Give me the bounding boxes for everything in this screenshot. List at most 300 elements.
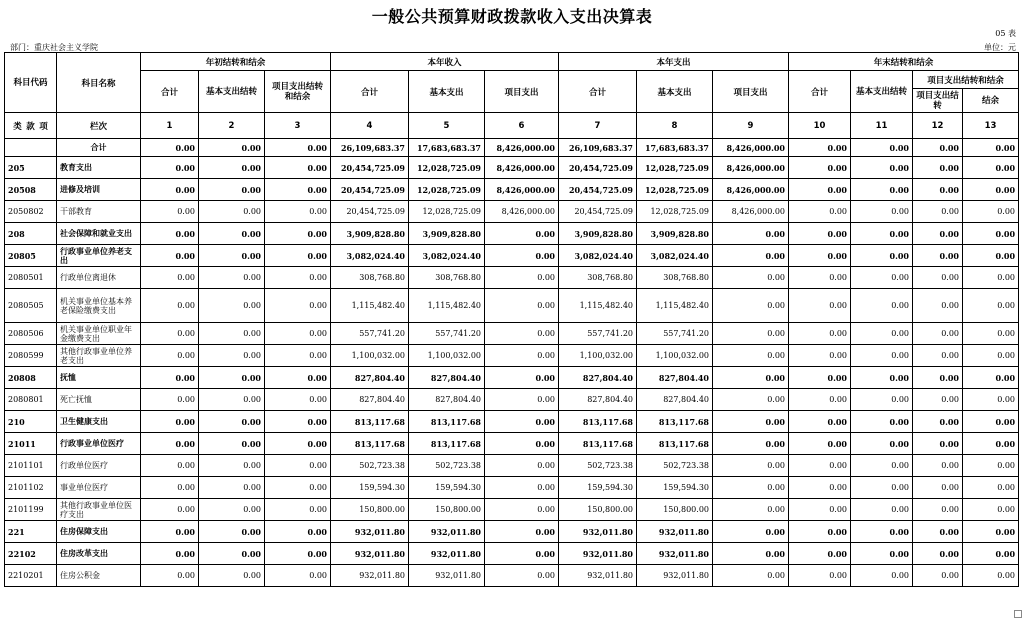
row-value-col-8: 557,741.20 bbox=[637, 323, 713, 345]
row-value-col-12: 0.00 bbox=[913, 433, 963, 455]
row-value-col-13: 0.00 bbox=[963, 245, 1019, 267]
row-value-col-8: 827,804.40 bbox=[637, 367, 713, 389]
row-code: 21011 bbox=[5, 433, 57, 455]
row-value-col-8: 932,011.80 bbox=[637, 521, 713, 543]
table-row bbox=[5, 345, 1019, 367]
row-value-col-5: 12,028,725.09 bbox=[409, 157, 485, 179]
row-name: 干部教育 bbox=[57, 201, 141, 223]
row-value-col-13: 0.00 bbox=[963, 499, 1019, 521]
row-value-col-13: 0.00 bbox=[963, 345, 1019, 367]
row-value-col-9: 0.00 bbox=[713, 499, 789, 521]
row-value-col-4: 827,804.40 bbox=[331, 389, 409, 411]
row-value-col-11: 0.00 bbox=[851, 543, 913, 565]
row-code: 221 bbox=[5, 521, 57, 543]
row-code: 2210201 bbox=[5, 565, 57, 587]
row-value-col-13: 0.00 bbox=[963, 477, 1019, 499]
budget-table bbox=[4, 52, 1019, 587]
row-code: 20508 bbox=[5, 179, 57, 201]
row-value-col-4: 557,741.20 bbox=[331, 323, 409, 345]
row-value-col-10: 0.00 bbox=[789, 543, 851, 565]
row-name: 住房公积金 bbox=[57, 565, 141, 587]
row-value-col-10: 0.00 bbox=[789, 139, 851, 157]
row-value-col-11: 0.00 bbox=[851, 367, 913, 389]
header-group-begin: 年初结转和结余 bbox=[141, 53, 331, 71]
table-row bbox=[5, 521, 1019, 543]
row-value-col-5: 557,741.20 bbox=[409, 323, 485, 345]
row-value-col-5: 502,723.38 bbox=[409, 455, 485, 477]
row-value-col-1: 0.00 bbox=[141, 367, 199, 389]
row-value-col-2: 0.00 bbox=[199, 179, 265, 201]
row-value-col-1: 0.00 bbox=[141, 157, 199, 179]
row-value-col-12: 0.00 bbox=[913, 565, 963, 587]
row-value-col-5: 3,909,828.80 bbox=[409, 223, 485, 245]
row-code: 2101199 bbox=[5, 499, 57, 521]
row-value-col-12: 0.00 bbox=[913, 323, 963, 345]
row-value-col-6: 0.00 bbox=[485, 345, 559, 367]
row-value-col-7: 159,594.30 bbox=[559, 477, 637, 499]
row-value-col-7: 308,768.80 bbox=[559, 267, 637, 289]
row-value-col-4: 932,011.80 bbox=[331, 565, 409, 587]
row-value-col-1: 0.00 bbox=[141, 455, 199, 477]
form-number: 05 表 bbox=[995, 29, 1016, 38]
row-value-col-11: 0.00 bbox=[851, 201, 913, 223]
row-value-col-3: 0.00 bbox=[265, 521, 331, 543]
seq-6: 6 bbox=[485, 113, 559, 139]
row-value-col-3: 0.00 bbox=[265, 411, 331, 433]
row-value-col-13: 0.00 bbox=[963, 433, 1019, 455]
row-name: 其他行政事业单位医疗支出 bbox=[57, 499, 141, 521]
row-value-col-6: 0.00 bbox=[485, 565, 559, 587]
row-value-col-9: 0.00 bbox=[713, 433, 789, 455]
row-value-col-6: 0.00 bbox=[485, 223, 559, 245]
row-value-col-7: 3,909,828.80 bbox=[559, 223, 637, 245]
row-value-col-2: 0.00 bbox=[199, 477, 265, 499]
table-row bbox=[5, 455, 1019, 477]
row-value-col-2: 0.00 bbox=[199, 433, 265, 455]
row-value-col-6: 0.00 bbox=[485, 367, 559, 389]
row-value-col-12: 0.00 bbox=[913, 223, 963, 245]
unit-label: 单位：元 bbox=[984, 43, 1016, 52]
row-code: 2080801 bbox=[5, 389, 57, 411]
row-value-col-6: 8,426,000.00 bbox=[485, 201, 559, 223]
table-row bbox=[5, 179, 1019, 201]
row-code: 2080501 bbox=[5, 267, 57, 289]
row-value-col-11: 0.00 bbox=[851, 323, 913, 345]
row-value-col-8: 827,804.40 bbox=[637, 389, 713, 411]
row-value-col-6: 0.00 bbox=[485, 389, 559, 411]
row-value-col-1: 0.00 bbox=[141, 477, 199, 499]
row-value-col-3: 0.00 bbox=[265, 157, 331, 179]
row-name: 住房改革支出 bbox=[57, 543, 141, 565]
row-code bbox=[5, 139, 57, 157]
row-value-col-12: 0.00 bbox=[913, 245, 963, 267]
row-value-col-11: 0.00 bbox=[851, 433, 913, 455]
row-value-col-4: 813,117.68 bbox=[331, 411, 409, 433]
table-row bbox=[5, 201, 1019, 223]
seq-4: 4 bbox=[331, 113, 409, 139]
row-code: 2101102 bbox=[5, 477, 57, 499]
table-row bbox=[5, 157, 1019, 179]
row-value-col-7: 3,082,024.40 bbox=[559, 245, 637, 267]
row-value-col-10: 0.00 bbox=[789, 389, 851, 411]
row-value-col-3: 0.00 bbox=[265, 323, 331, 345]
row-value-col-6: 0.00 bbox=[485, 433, 559, 455]
row-value-col-4: 26,109,683.37 bbox=[331, 139, 409, 157]
row-value-col-2: 0.00 bbox=[199, 543, 265, 565]
row-value-col-8: 17,683,683.37 bbox=[637, 139, 713, 157]
row-value-col-12: 0.00 bbox=[913, 499, 963, 521]
row-value-col-5: 12,028,725.09 bbox=[409, 179, 485, 201]
row-value-col-12: 0.00 bbox=[913, 455, 963, 477]
row-value-col-7: 557,741.20 bbox=[559, 323, 637, 345]
table-row bbox=[5, 245, 1019, 267]
row-value-col-8: 1,100,032.00 bbox=[637, 345, 713, 367]
row-value-col-2: 0.00 bbox=[199, 223, 265, 245]
row-code: 2050802 bbox=[5, 201, 57, 223]
table-row bbox=[5, 411, 1019, 433]
row-value-col-1: 0.00 bbox=[141, 499, 199, 521]
row-value-col-11: 0.00 bbox=[851, 521, 913, 543]
header-group-income: 本年收入 bbox=[331, 53, 559, 71]
table-row bbox=[5, 367, 1019, 389]
row-name: 行政单位医疗 bbox=[57, 455, 141, 477]
row-value-col-7: 1,115,482.40 bbox=[559, 289, 637, 323]
table-row bbox=[5, 323, 1019, 345]
row-value-col-3: 0.00 bbox=[265, 433, 331, 455]
row-name: 住房保障支出 bbox=[57, 521, 141, 543]
row-value-col-13: 0.00 bbox=[963, 455, 1019, 477]
row-value-col-11: 0.00 bbox=[851, 223, 913, 245]
page-title: 一般公共预算财政拨款收入支出决算表 bbox=[371, 7, 653, 26]
row-value-col-5: 813,117.68 bbox=[409, 433, 485, 455]
header-expend-basic: 基本支出 bbox=[637, 71, 713, 113]
row-value-col-3: 0.00 bbox=[265, 223, 331, 245]
row-value-col-8: 12,028,725.09 bbox=[637, 201, 713, 223]
header-income-basic: 基本支出 bbox=[409, 71, 485, 113]
row-code: 22102 bbox=[5, 543, 57, 565]
row-value-col-7: 813,117.68 bbox=[559, 433, 637, 455]
row-value-col-13: 0.00 bbox=[963, 289, 1019, 323]
row-value-col-6: 0.00 bbox=[485, 499, 559, 521]
seq-1: 1 bbox=[141, 113, 199, 139]
row-value-col-3: 0.00 bbox=[265, 565, 331, 587]
row-value-col-2: 0.00 bbox=[199, 389, 265, 411]
header-end-project-group: 项目支出结转和结余 bbox=[913, 71, 1019, 89]
row-value-col-4: 502,723.38 bbox=[331, 455, 409, 477]
row-value-col-4: 3,082,024.40 bbox=[331, 245, 409, 267]
row-value-col-12: 0.00 bbox=[913, 157, 963, 179]
row-value-col-7: 932,011.80 bbox=[559, 565, 637, 587]
row-value-col-9: 0.00 bbox=[713, 477, 789, 499]
header-group-end: 年末结转和结余 bbox=[789, 53, 1019, 71]
row-value-col-4: 20,454,725.09 bbox=[331, 179, 409, 201]
row-value-col-7: 932,011.80 bbox=[559, 521, 637, 543]
row-value-col-10: 0.00 bbox=[789, 367, 851, 389]
row-value-col-6: 0.00 bbox=[485, 267, 559, 289]
seq-2: 2 bbox=[199, 113, 265, 139]
row-value-col-6: 8,426,000.00 bbox=[485, 139, 559, 157]
row-value-col-11: 0.00 bbox=[851, 565, 913, 587]
header-end-total: 合计 bbox=[789, 71, 851, 113]
table-row bbox=[5, 389, 1019, 411]
row-value-col-9: 8,426,000.00 bbox=[713, 201, 789, 223]
row-value-col-1: 0.00 bbox=[141, 323, 199, 345]
row-value-col-5: 308,768.80 bbox=[409, 267, 485, 289]
row-code: 2080505 bbox=[5, 289, 57, 323]
row-value-col-11: 0.00 bbox=[851, 267, 913, 289]
row-value-col-12: 0.00 bbox=[913, 179, 963, 201]
seq-5: 5 bbox=[409, 113, 485, 139]
row-value-col-9: 0.00 bbox=[713, 521, 789, 543]
row-value-col-6: 0.00 bbox=[485, 543, 559, 565]
row-value-col-2: 0.00 bbox=[199, 345, 265, 367]
row-value-col-9: 0.00 bbox=[713, 411, 789, 433]
row-name: 死亡抚恤 bbox=[57, 389, 141, 411]
table-body bbox=[5, 139, 1019, 587]
row-value-col-9: 0.00 bbox=[713, 565, 789, 587]
row-code: 20808 bbox=[5, 367, 57, 389]
row-value-col-3: 0.00 bbox=[265, 389, 331, 411]
row-value-col-7: 150,800.00 bbox=[559, 499, 637, 521]
row-name: 机关事业单位基本养老保险缴费支出 bbox=[57, 289, 141, 323]
row-value-col-11: 0.00 bbox=[851, 245, 913, 267]
row-value-col-12: 0.00 bbox=[913, 267, 963, 289]
header-income-project: 项目支出 bbox=[485, 71, 559, 113]
row-value-col-3: 0.00 bbox=[265, 201, 331, 223]
row-name: 社会保障和就业支出 bbox=[57, 223, 141, 245]
row-value-col-7: 26,109,683.37 bbox=[559, 139, 637, 157]
row-value-col-11: 0.00 bbox=[851, 477, 913, 499]
row-value-col-7: 502,723.38 bbox=[559, 455, 637, 477]
row-value-col-6: 0.00 bbox=[485, 455, 559, 477]
row-value-col-5: 17,683,683.37 bbox=[409, 139, 485, 157]
row-value-col-12: 0.00 bbox=[913, 201, 963, 223]
row-value-col-1: 0.00 bbox=[141, 411, 199, 433]
row-value-col-1: 0.00 bbox=[141, 245, 199, 267]
row-value-col-4: 308,768.80 bbox=[331, 267, 409, 289]
row-value-col-11: 0.00 bbox=[851, 455, 913, 477]
row-value-col-1: 0.00 bbox=[141, 179, 199, 201]
seq-label: 栏次 bbox=[57, 113, 141, 139]
row-value-col-1: 0.00 bbox=[141, 223, 199, 245]
row-value-col-9: 0.00 bbox=[713, 543, 789, 565]
row-value-col-10: 0.00 bbox=[789, 179, 851, 201]
table-row bbox=[5, 139, 1019, 157]
row-value-col-2: 0.00 bbox=[199, 201, 265, 223]
row-value-col-3: 0.00 bbox=[265, 477, 331, 499]
row-value-col-10: 0.00 bbox=[789, 267, 851, 289]
row-value-col-8: 813,117.68 bbox=[637, 433, 713, 455]
row-value-col-13: 0.00 bbox=[963, 201, 1019, 223]
row-value-col-8: 932,011.80 bbox=[637, 565, 713, 587]
row-value-col-3: 0.00 bbox=[265, 455, 331, 477]
row-value-col-9: 0.00 bbox=[713, 245, 789, 267]
row-value-col-8: 932,011.80 bbox=[637, 543, 713, 565]
row-value-col-12: 0.00 bbox=[913, 289, 963, 323]
row-value-col-3: 0.00 bbox=[265, 345, 331, 367]
row-value-col-4: 1,100,032.00 bbox=[331, 345, 409, 367]
row-value-col-7: 20,454,725.09 bbox=[559, 201, 637, 223]
row-value-col-4: 20,454,725.09 bbox=[331, 157, 409, 179]
row-value-col-4: 20,454,725.09 bbox=[331, 201, 409, 223]
row-value-col-2: 0.00 bbox=[199, 367, 265, 389]
table-row bbox=[5, 565, 1019, 587]
row-value-col-2: 0.00 bbox=[199, 323, 265, 345]
row-value-col-5: 932,011.80 bbox=[409, 565, 485, 587]
row-value-col-13: 0.00 bbox=[963, 367, 1019, 389]
row-value-col-4: 813,117.68 bbox=[331, 433, 409, 455]
row-value-col-3: 0.00 bbox=[265, 289, 331, 323]
row-value-col-5: 932,011.80 bbox=[409, 543, 485, 565]
table-row bbox=[5, 267, 1019, 289]
row-value-col-1: 0.00 bbox=[141, 345, 199, 367]
row-value-col-1: 0.00 bbox=[141, 521, 199, 543]
row-value-col-2: 0.00 bbox=[199, 245, 265, 267]
row-code: 2101101 bbox=[5, 455, 57, 477]
row-value-col-7: 827,804.40 bbox=[559, 389, 637, 411]
row-value-col-6: 0.00 bbox=[485, 521, 559, 543]
row-value-col-7: 20,454,725.09 bbox=[559, 157, 637, 179]
row-value-col-4: 1,115,482.40 bbox=[331, 289, 409, 323]
row-value-col-10: 0.00 bbox=[789, 455, 851, 477]
row-value-col-4: 150,800.00 bbox=[331, 499, 409, 521]
row-value-col-11: 0.00 bbox=[851, 179, 913, 201]
row-code: 208 bbox=[5, 223, 57, 245]
row-value-col-5: 827,804.40 bbox=[409, 389, 485, 411]
row-name: 事业单位医疗 bbox=[57, 477, 141, 499]
row-value-col-6: 0.00 bbox=[485, 323, 559, 345]
row-value-col-10: 0.00 bbox=[789, 245, 851, 267]
label-lei: 类 bbox=[13, 121, 22, 132]
header-income-total: 合计 bbox=[331, 71, 409, 113]
row-value-col-5: 150,800.00 bbox=[409, 499, 485, 521]
row-value-col-12: 0.00 bbox=[913, 543, 963, 565]
seq-13: 13 bbox=[963, 113, 1019, 139]
row-name: 行政事业单位医疗 bbox=[57, 433, 141, 455]
row-value-col-7: 1,100,032.00 bbox=[559, 345, 637, 367]
row-value-col-9: 0.00 bbox=[713, 267, 789, 289]
row-value-col-13: 0.00 bbox=[963, 139, 1019, 157]
row-value-col-2: 0.00 bbox=[199, 139, 265, 157]
row-value-col-10: 0.00 bbox=[789, 201, 851, 223]
row-value-col-2: 0.00 bbox=[199, 267, 265, 289]
row-value-col-10: 0.00 bbox=[789, 289, 851, 323]
row-value-col-8: 159,594.30 bbox=[637, 477, 713, 499]
row-name: 机关事业单位职业年金缴费支出 bbox=[57, 323, 141, 345]
row-value-col-8: 12,028,725.09 bbox=[637, 157, 713, 179]
row-value-col-11: 0.00 bbox=[851, 345, 913, 367]
label-kuan: 款 bbox=[26, 121, 35, 132]
row-value-col-12: 0.00 bbox=[913, 139, 963, 157]
row-value-col-8: 3,082,024.40 bbox=[637, 245, 713, 267]
row-name: 进修及培训 bbox=[57, 179, 141, 201]
row-value-col-1: 0.00 bbox=[141, 289, 199, 323]
row-value-col-4: 932,011.80 bbox=[331, 543, 409, 565]
row-value-col-13: 0.00 bbox=[963, 411, 1019, 433]
row-value-col-9: 8,426,000.00 bbox=[713, 139, 789, 157]
row-value-col-5: 3,082,024.40 bbox=[409, 245, 485, 267]
row-value-col-2: 0.00 bbox=[199, 289, 265, 323]
row-value-col-3: 0.00 bbox=[265, 139, 331, 157]
header-begin-basic: 基本支出结转 bbox=[199, 71, 265, 113]
row-value-col-1: 0.00 bbox=[141, 389, 199, 411]
row-value-col-11: 0.00 bbox=[851, 157, 913, 179]
row-name: 卫生健康支出 bbox=[57, 411, 141, 433]
row-value-col-9: 0.00 bbox=[713, 389, 789, 411]
table-row bbox=[5, 223, 1019, 245]
row-value-col-2: 0.00 bbox=[199, 455, 265, 477]
row-value-col-9: 0.00 bbox=[713, 455, 789, 477]
row-value-col-8: 308,768.80 bbox=[637, 267, 713, 289]
row-value-col-10: 0.00 bbox=[789, 157, 851, 179]
row-value-col-11: 0.00 bbox=[851, 411, 913, 433]
header-expend-total: 合计 bbox=[559, 71, 637, 113]
row-value-col-3: 0.00 bbox=[265, 367, 331, 389]
row-value-col-5: 813,117.68 bbox=[409, 411, 485, 433]
row-value-col-11: 0.00 bbox=[851, 289, 913, 323]
row-value-col-5: 827,804.40 bbox=[409, 367, 485, 389]
row-value-col-2: 0.00 bbox=[199, 499, 265, 521]
row-value-col-4: 932,011.80 bbox=[331, 521, 409, 543]
header-end-project-surplus: 结余 bbox=[963, 89, 1019, 113]
row-value-col-9: 0.00 bbox=[713, 367, 789, 389]
row-value-col-10: 0.00 bbox=[789, 433, 851, 455]
row-value-col-13: 0.00 bbox=[963, 565, 1019, 587]
row-value-col-4: 159,594.30 bbox=[331, 477, 409, 499]
row-name: 合计 bbox=[57, 139, 141, 157]
row-value-col-7: 20,454,725.09 bbox=[559, 179, 637, 201]
row-value-col-5: 1,115,482.40 bbox=[409, 289, 485, 323]
table-row bbox=[5, 433, 1019, 455]
row-value-col-8: 502,723.38 bbox=[637, 455, 713, 477]
seq-3: 3 bbox=[265, 113, 331, 139]
row-name: 行政单位离退休 bbox=[57, 267, 141, 289]
row-value-col-3: 0.00 bbox=[265, 267, 331, 289]
row-value-col-3: 0.00 bbox=[265, 245, 331, 267]
row-value-col-1: 0.00 bbox=[141, 201, 199, 223]
row-value-col-6: 0.00 bbox=[485, 477, 559, 499]
header-group-expend: 本年支出 bbox=[559, 53, 789, 71]
row-value-col-12: 0.00 bbox=[913, 521, 963, 543]
table-row bbox=[5, 499, 1019, 521]
row-value-col-1: 0.00 bbox=[141, 267, 199, 289]
row-value-col-13: 0.00 bbox=[963, 543, 1019, 565]
row-value-col-1: 0.00 bbox=[141, 543, 199, 565]
row-value-col-8: 813,117.68 bbox=[637, 411, 713, 433]
seq-7: 7 bbox=[559, 113, 637, 139]
row-value-col-10: 0.00 bbox=[789, 345, 851, 367]
table-row bbox=[5, 477, 1019, 499]
row-value-col-9: 8,426,000.00 bbox=[713, 179, 789, 201]
row-code: 2080599 bbox=[5, 345, 57, 367]
row-code: 2080506 bbox=[5, 323, 57, 345]
row-value-col-6: 0.00 bbox=[485, 245, 559, 267]
row-value-col-5: 932,011.80 bbox=[409, 521, 485, 543]
row-value-col-6: 8,426,000.00 bbox=[485, 157, 559, 179]
row-value-col-12: 0.00 bbox=[913, 367, 963, 389]
row-value-col-10: 0.00 bbox=[789, 323, 851, 345]
row-value-col-10: 0.00 bbox=[789, 565, 851, 587]
row-value-col-6: 0.00 bbox=[485, 411, 559, 433]
row-value-col-2: 0.00 bbox=[199, 157, 265, 179]
row-value-col-1: 0.00 bbox=[141, 433, 199, 455]
header-end-basic: 基本支出结转 bbox=[851, 71, 913, 113]
row-value-col-4: 3,909,828.80 bbox=[331, 223, 409, 245]
row-value-col-10: 0.00 bbox=[789, 411, 851, 433]
row-code: 205 bbox=[5, 157, 57, 179]
row-value-col-12: 0.00 bbox=[913, 411, 963, 433]
row-value-col-3: 0.00 bbox=[265, 499, 331, 521]
